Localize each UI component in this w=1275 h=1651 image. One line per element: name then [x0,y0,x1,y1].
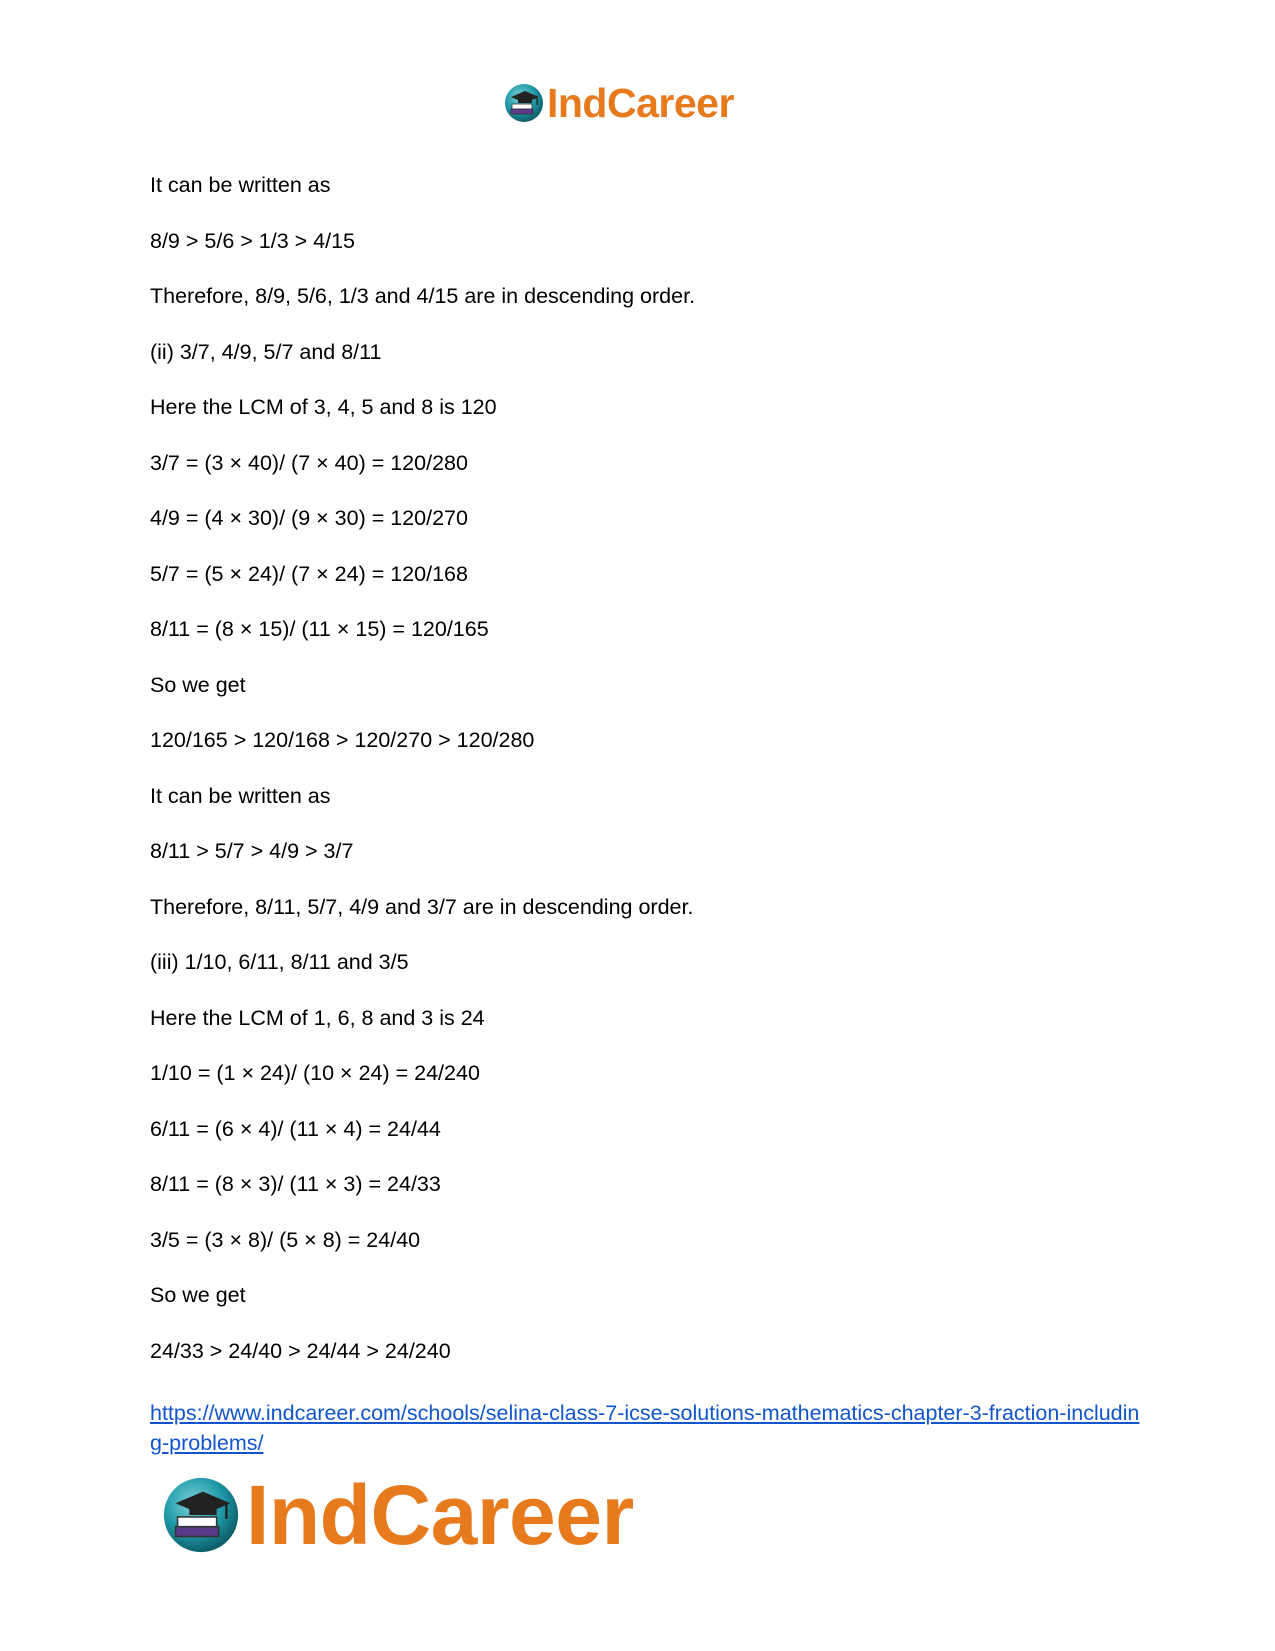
text-line: (iii) 1/10, 6/11, 8/11 and 3/5 [150,950,409,974]
text-line: 8/9 > 5/6 > 1/3 > 4/15 [150,228,356,253]
footer-logo [160,1470,634,1560]
text-line: Therefore, 8/11, 5/7, 4/9 and 3/7 are in descending order. [150,894,694,919]
text-line: It can be written as [150,173,331,197]
text-line: 8/11 = (8 × 15)/ (11 × 15) = 120/165 [150,617,489,641]
text-line: 6/11 = (6 × 4)/ (11 × 4) = 24/44 [150,1116,441,1141]
graduation-globe-icon [503,82,545,124]
text-line: 120/165 > 120/168 > 120/270 > 120/280 [150,728,535,752]
text-line: 24/33 > 24/40 > 24/44 > 24/240 [150,1338,451,1363]
text-line: Therefore, 8/9, 5/6, 1/3 and 4/15 are in descending order. [150,284,696,308]
text-line: It can be written as [150,783,331,808]
graduation-globe-icon [160,1474,242,1556]
text-line: So we get [150,672,246,697]
text-line: 5/7 = (5 × 24)/ (7 × 24) = 120/168 [150,561,468,586]
text-line: 4/9 = (4 × 30)/ (9 × 30) = 120/270 [150,506,468,530]
text-line: 1/10 = (1 × 24)/ (10 × 24) = 24/240 [150,1061,480,1085]
document-body [150,172,1140,1393]
text-line: 3/7 = (3 × 40)/ (7 × 40) = 120/280 [150,450,468,475]
header-logo-text: IndCareer [547,80,734,126]
header-logo [503,78,734,128]
text-line: 3/5 = (3 × 8)/ (5 × 8) = 24/40 [150,1227,421,1252]
text-line: (ii) 3/7, 4/9, 5/7 and 8/11 [150,339,382,364]
footer-logo-text: IndCareer [246,1468,634,1562]
source-url-link[interactable]: https://www.indcareer.com/schools/selina-class-7-icse-solutions-mathematics-chapter-3-fraction-including-problems/ [150,1401,1140,1455]
text-line: Here the LCM of 1, 6, 8 and 3 is 24 [150,1005,485,1030]
text-line: 8/11 > 5/7 > 4/9 > 3/7 [150,839,354,863]
text-line: So we get [150,1283,246,1307]
text-line: Here the LCM of 3, 4, 5 and 8 is 120 [150,395,497,419]
text-line: 8/11 = (8 × 3)/ (11 × 3) = 24/33 [150,1172,441,1196]
